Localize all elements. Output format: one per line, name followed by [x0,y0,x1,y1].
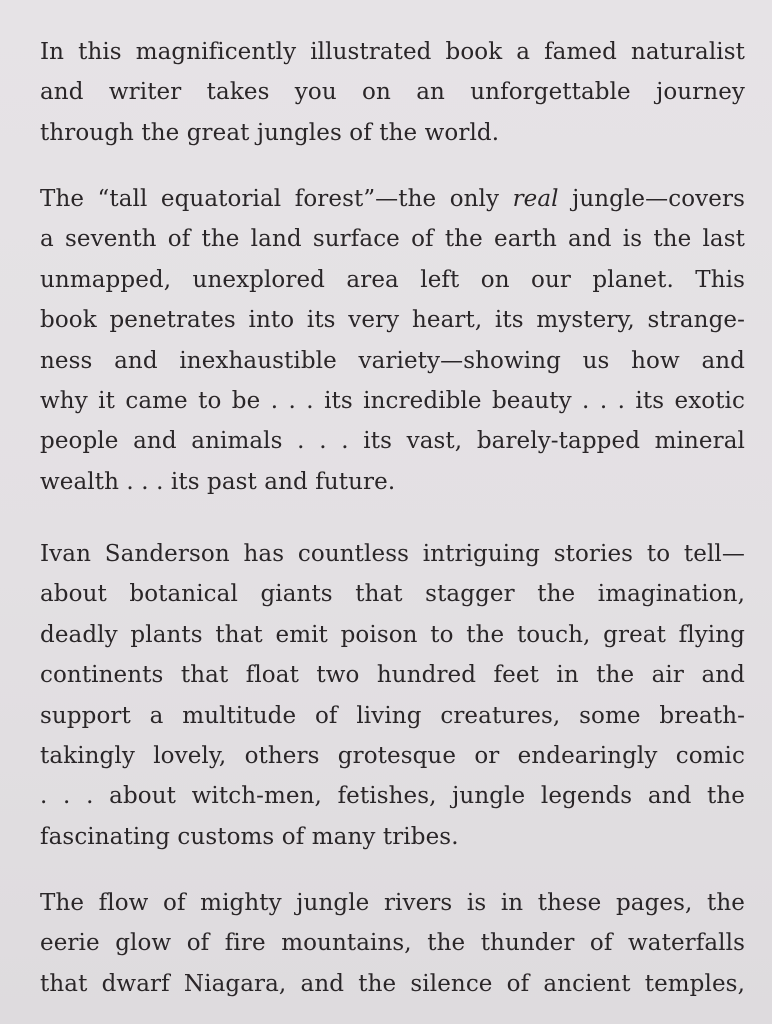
text-line-start: The “tall equatorial forest”—the only [40,186,500,212]
italic-word: real [512,186,559,212]
text-line: Ivan Sanderson has countless intriguing stories to tell— [40,541,745,567]
text-line: through the great jungles of the world. [40,119,500,146]
text-line: why it came to be . . . its incredible beauty . . . its exotic [40,387,745,414]
text-line: about botanical giants that stagger the imagination, [40,581,745,608]
text-line: ness and inexhaustible variety—showing us how and [40,347,745,374]
text-line: support a multitude of living creatures, some breath- [40,702,745,729]
text-line: and writer takes you on an unforgettable journey [40,79,745,106]
text-line: continents that float two hundred feet in the air and [40,662,745,689]
text-line: deadly plants that emit poison to the touch, great flying [40,621,745,648]
text-line: eerie glow of fire mountains, the thunder of waterfalls [40,930,745,957]
text-line: wealth . . . its past and future. [40,468,396,495]
paragraph-intro [40,32,745,153]
text-line: takingly lovely, others grotesque or endearingly comic [40,742,745,769]
text-line: The flow of mighty jungle rivers is in these pages, the [40,890,745,916]
text-line: people and animals . . . its vast, barely-tapped mineral [40,428,745,455]
text-line: fascinating customs of many tribes. [40,823,459,850]
paragraph-ivan-sanderson [40,534,745,857]
text-line: In this magnificently illustrated book a famed naturalist [40,39,745,65]
paragraph-tall-equatorial-forest [40,179,745,502]
text-line: that dwarf Niagara, and the silence of ancient temples, [40,970,745,997]
text-line [40,179,745,219]
paragraph-jungle-rivers [40,883,745,1004]
text-line: book penetrates into its very heart, its mystery, strange- [40,307,745,334]
text-line: . . . about witch-men, fetishes, jungle legends and the [40,783,745,810]
text-line-end: jungle—covers [572,186,745,212]
text-line: unmapped, unexplored area left on our planet. This [40,266,745,293]
text-line: a seventh of the land surface of the earth and is the last [40,226,745,253]
